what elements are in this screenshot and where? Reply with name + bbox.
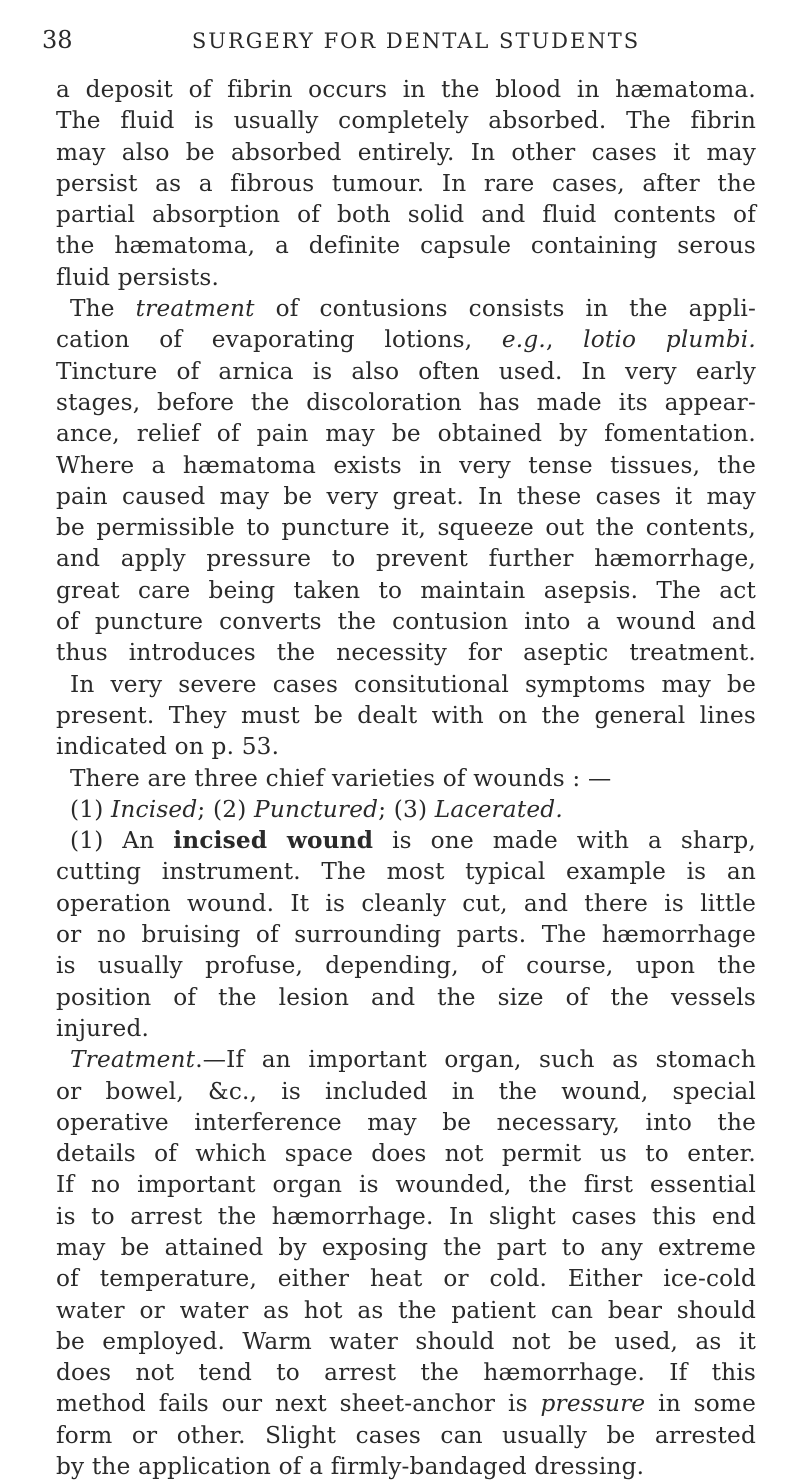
text-line: The fluid is usually completely absorbed. The fibrin [56,107,756,135]
text-line: (1) An incised wound is one made with a sharp, [70,827,756,855]
text-line: pain caused may be very great. In these cases it may [56,482,756,510]
text-line: Where a hæmatoma exists in very tense tissues, the [56,451,756,479]
page-number: 38 [42,26,73,54]
text-line: indicated on p. 53. [56,733,280,761]
text-line: be employed. Warm water should not be used, as it [56,1327,756,1355]
text-line: of temperature, either heat or cold. Either ice-cold [56,1265,756,1293]
text-line: The treatment of contusions consists in the appli- [70,295,756,323]
text-line: thus introduces the necessity for aseptic treatment. [56,639,756,667]
body-text [56,74,756,1482]
text-line: the hæmatoma, a definite capsule containing serous [56,232,756,260]
text-line: form or other. Slight cases can usually be arrested [56,1421,756,1449]
text-line: water or water as hot as the patient can bear should [56,1296,756,1324]
text-line: does not tend to arrest the hæmorrhage. If this [56,1359,756,1387]
text-line: stages, before the discoloration has made its appear- [56,388,756,416]
text-line: persist as a fibrous tumour. In rare cases, after the [56,169,756,197]
text-line: fluid persists. [56,263,220,291]
text-line: or bowel, &c., is included in the wound, special [56,1077,756,1105]
text-line: may be attained by exposing the part to any extreme [56,1233,756,1261]
text-line: of puncture converts the contusion into a wound and [56,608,756,636]
text-line: In very severe cases consitutional symptoms may be [70,670,756,698]
text-line: operative interference may be necessary, into the [56,1108,756,1136]
text-line: be permissible to puncture it, squeeze out the contents, [56,514,756,542]
text-line: injured. [56,1014,150,1042]
text-line: operation wound. It is cleanly cut, and there is little [56,889,756,917]
text-line: If no important organ is wounded, the first essential [56,1171,756,1199]
text-line: cutting instrument. The most typical example is an [56,858,756,886]
text-line: great care being taken to maintain asepsis. The act [56,576,756,604]
text-line: and apply pressure to prevent further hæmorrhage, [56,545,756,573]
text-line: position of the lesion and the size of the vessels [56,983,756,1011]
text-line: details of which space does not permit us to enter. [56,1140,756,1168]
running-head: SURGERY FOR DENTAL STUDENTS [191,29,641,53]
text-line: Treatment.—If an important organ, such as stomach [70,1046,756,1074]
text-line: is to arrest the hæmorrhage. In slight cases this end [56,1202,756,1230]
text-line: present. They must be dealt with on the general lines [56,701,756,729]
text-line: Tincture of arnica is also often used. In very early [56,357,756,385]
text-line: partial absorption of both solid and fluid contents of [56,201,756,229]
text-line: (1) Incised; (2) Punctured; (3) Lacerated. [70,795,563,823]
text-line: There are three chief varieties of wounds : — [70,764,612,792]
text-line: cation of evaporating lotions, e.g., lotio plumbi. [56,326,756,354]
text-line: is usually profuse, depending, of course, upon the [56,952,756,980]
text-line: a deposit of fibrin occurs in the blood in hæmatoma. [56,76,756,103]
text-line: method fails our next sheet-anchor is pressure in some [56,1390,756,1418]
text-line: by the application of a firmly-bandaged dressing. [56,1453,645,1481]
text-line: ance, relief of pain may be obtained by fomentation. [56,420,756,448]
text-line: may also be absorbed entirely. In other cases it may [56,138,756,166]
text-line: or no bruising of surrounding parts. The hæmorrhage [56,921,756,949]
page-header [42,26,760,66]
